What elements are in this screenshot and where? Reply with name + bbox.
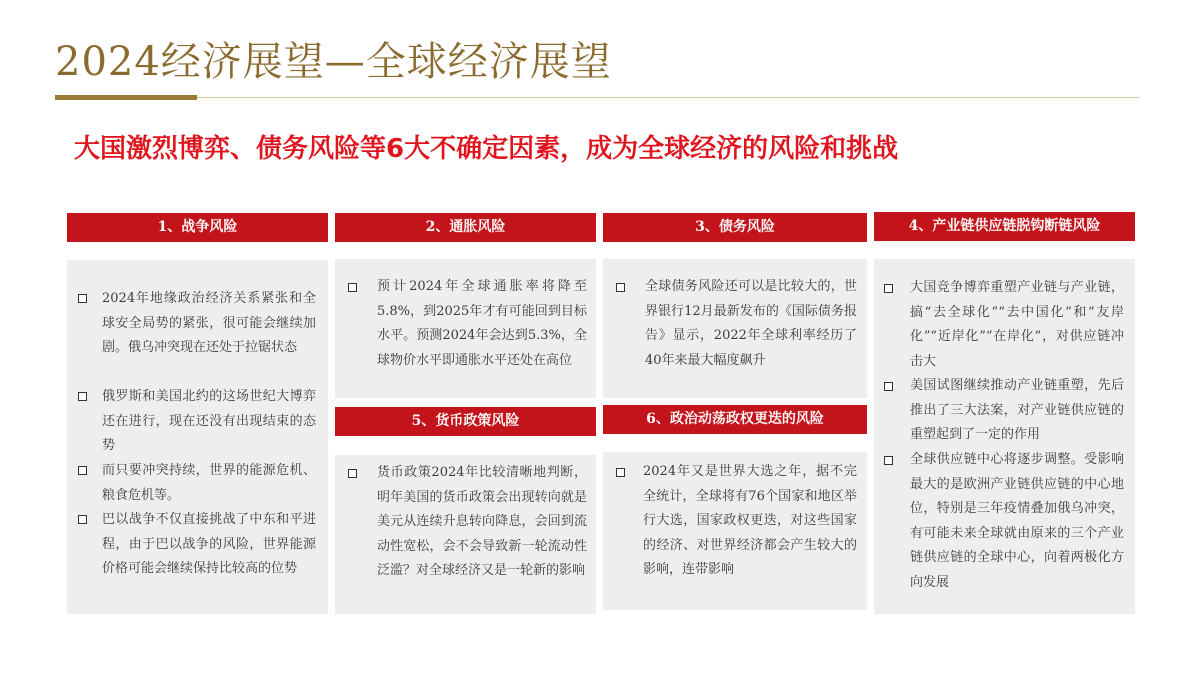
title-divider — [55, 97, 1140, 98]
card-body-war-risk — [67, 260, 328, 614]
debt-risk-item: 全球债务风险还可以是比较大的，世界银行12月最新发布的《国际债务报告》显示，2022年全球利率经历了40年来最大幅度飙升 — [645, 279, 857, 368]
supply-chain-risk-item: 大国竞争博弈重塑产业链与产业链，搞“去全球化”“去中国化”和“友岸化”“近岸化”“在岸化”，对供应链冲击大 — [910, 280, 1124, 369]
bullet-icon — [616, 468, 625, 477]
bullet-icon — [78, 466, 87, 475]
card-body-monetary-policy-risk — [335, 455, 596, 614]
bullet-icon — [616, 283, 625, 292]
supply-chain-risk-item: 全球供应链中心将逐步调整。受影响最大的是欧洲产业链供应链的中心地位，特别是三年疫情叠加俄乌冲突，有可能未来全球就由原来的三个产业链供应链的全球中心，向着两极化方向发展 — [910, 452, 1124, 590]
bullet-icon — [78, 515, 87, 524]
card-header-political-risk: 6、政治动荡政权更迭的风险 — [603, 405, 867, 434]
card-header-monetary-policy-risk: 5、货币政策风险 — [335, 407, 596, 436]
war-risk-item: 俄罗斯和美国北约的这场世纪大博弈还在进行，现在还没有出现结束的态势 — [102, 389, 316, 453]
war-risk-item: 巴以战争不仅直接挑战了中东和平进程，由于巴以战争的风险，世界能源价格可能会继续保持比较高的位势 — [102, 512, 316, 576]
monetary-policy-risk-item: 货币政策2024年比较清晰地判断，明年美国的货币政策会出现转向就是美元从连续升息转向降息，会回到流动性宽松，会不会导致新一轮流动性泛滥？对全球经济又是一轮新的影响 — [377, 465, 587, 578]
card-header-debt-risk: 3、债务风险 — [603, 213, 867, 242]
card-header-war-risk: 1、战争风险 — [67, 213, 328, 242]
card-body-debt-risk — [603, 259, 867, 398]
bullet-icon — [348, 469, 357, 478]
war-risk-item: 而只要冲突持续，世界的能源危机、粮食危机等。 — [102, 463, 316, 503]
card-body-supply-chain-risk — [874, 259, 1135, 614]
card-body-inflation-risk — [335, 259, 596, 398]
bullet-icon — [884, 382, 893, 391]
page-subtitle: 大国激烈博弈、债务风险等6大不确定因素，成为全球经济的风险和挑战 — [74, 134, 899, 164]
bullet-icon — [78, 392, 87, 401]
card-body-political-risk — [603, 452, 867, 610]
bullet-icon — [78, 294, 87, 303]
supply-chain-risk-item: 美国试图继续推动产业链重塑，先后推出了三大法案，对产业链供应链的重塑起到了一定的作用 — [910, 378, 1124, 442]
card-header-inflation-risk: 2、通胀风险 — [335, 213, 596, 242]
page-title: 2024经济展望—全球经济展望 — [55, 39, 612, 85]
war-risk-item: 2024年地缘政治经济关系紧张和全球安全局势的紧张，很可能会继续加剧。俄乌冲突现在还处于拉锯状态 — [102, 291, 316, 355]
political-risk-item: 2024年又是世界大选之年，据不完全统计，全球将有76个国家和地区举行大选，国家政权更迭，对这些国家的经济、对世界经济都会产生较大的影响，连带影响 — [643, 464, 857, 577]
inflation-risk-item: 预计2024年全球通胀率将降至5.8%，到2025年才有可能回到目标水平。预测2024年会达到5.3%，全球物价水平即通胀水平还处在高位 — [377, 279, 587, 368]
bullet-icon — [884, 456, 893, 465]
card-header-supply-chain-risk: 4、产业链供应链脱钩断链风险 — [874, 212, 1135, 241]
bullet-icon — [348, 283, 357, 292]
title-accent-bar — [55, 95, 197, 100]
bullet-icon — [884, 284, 893, 293]
